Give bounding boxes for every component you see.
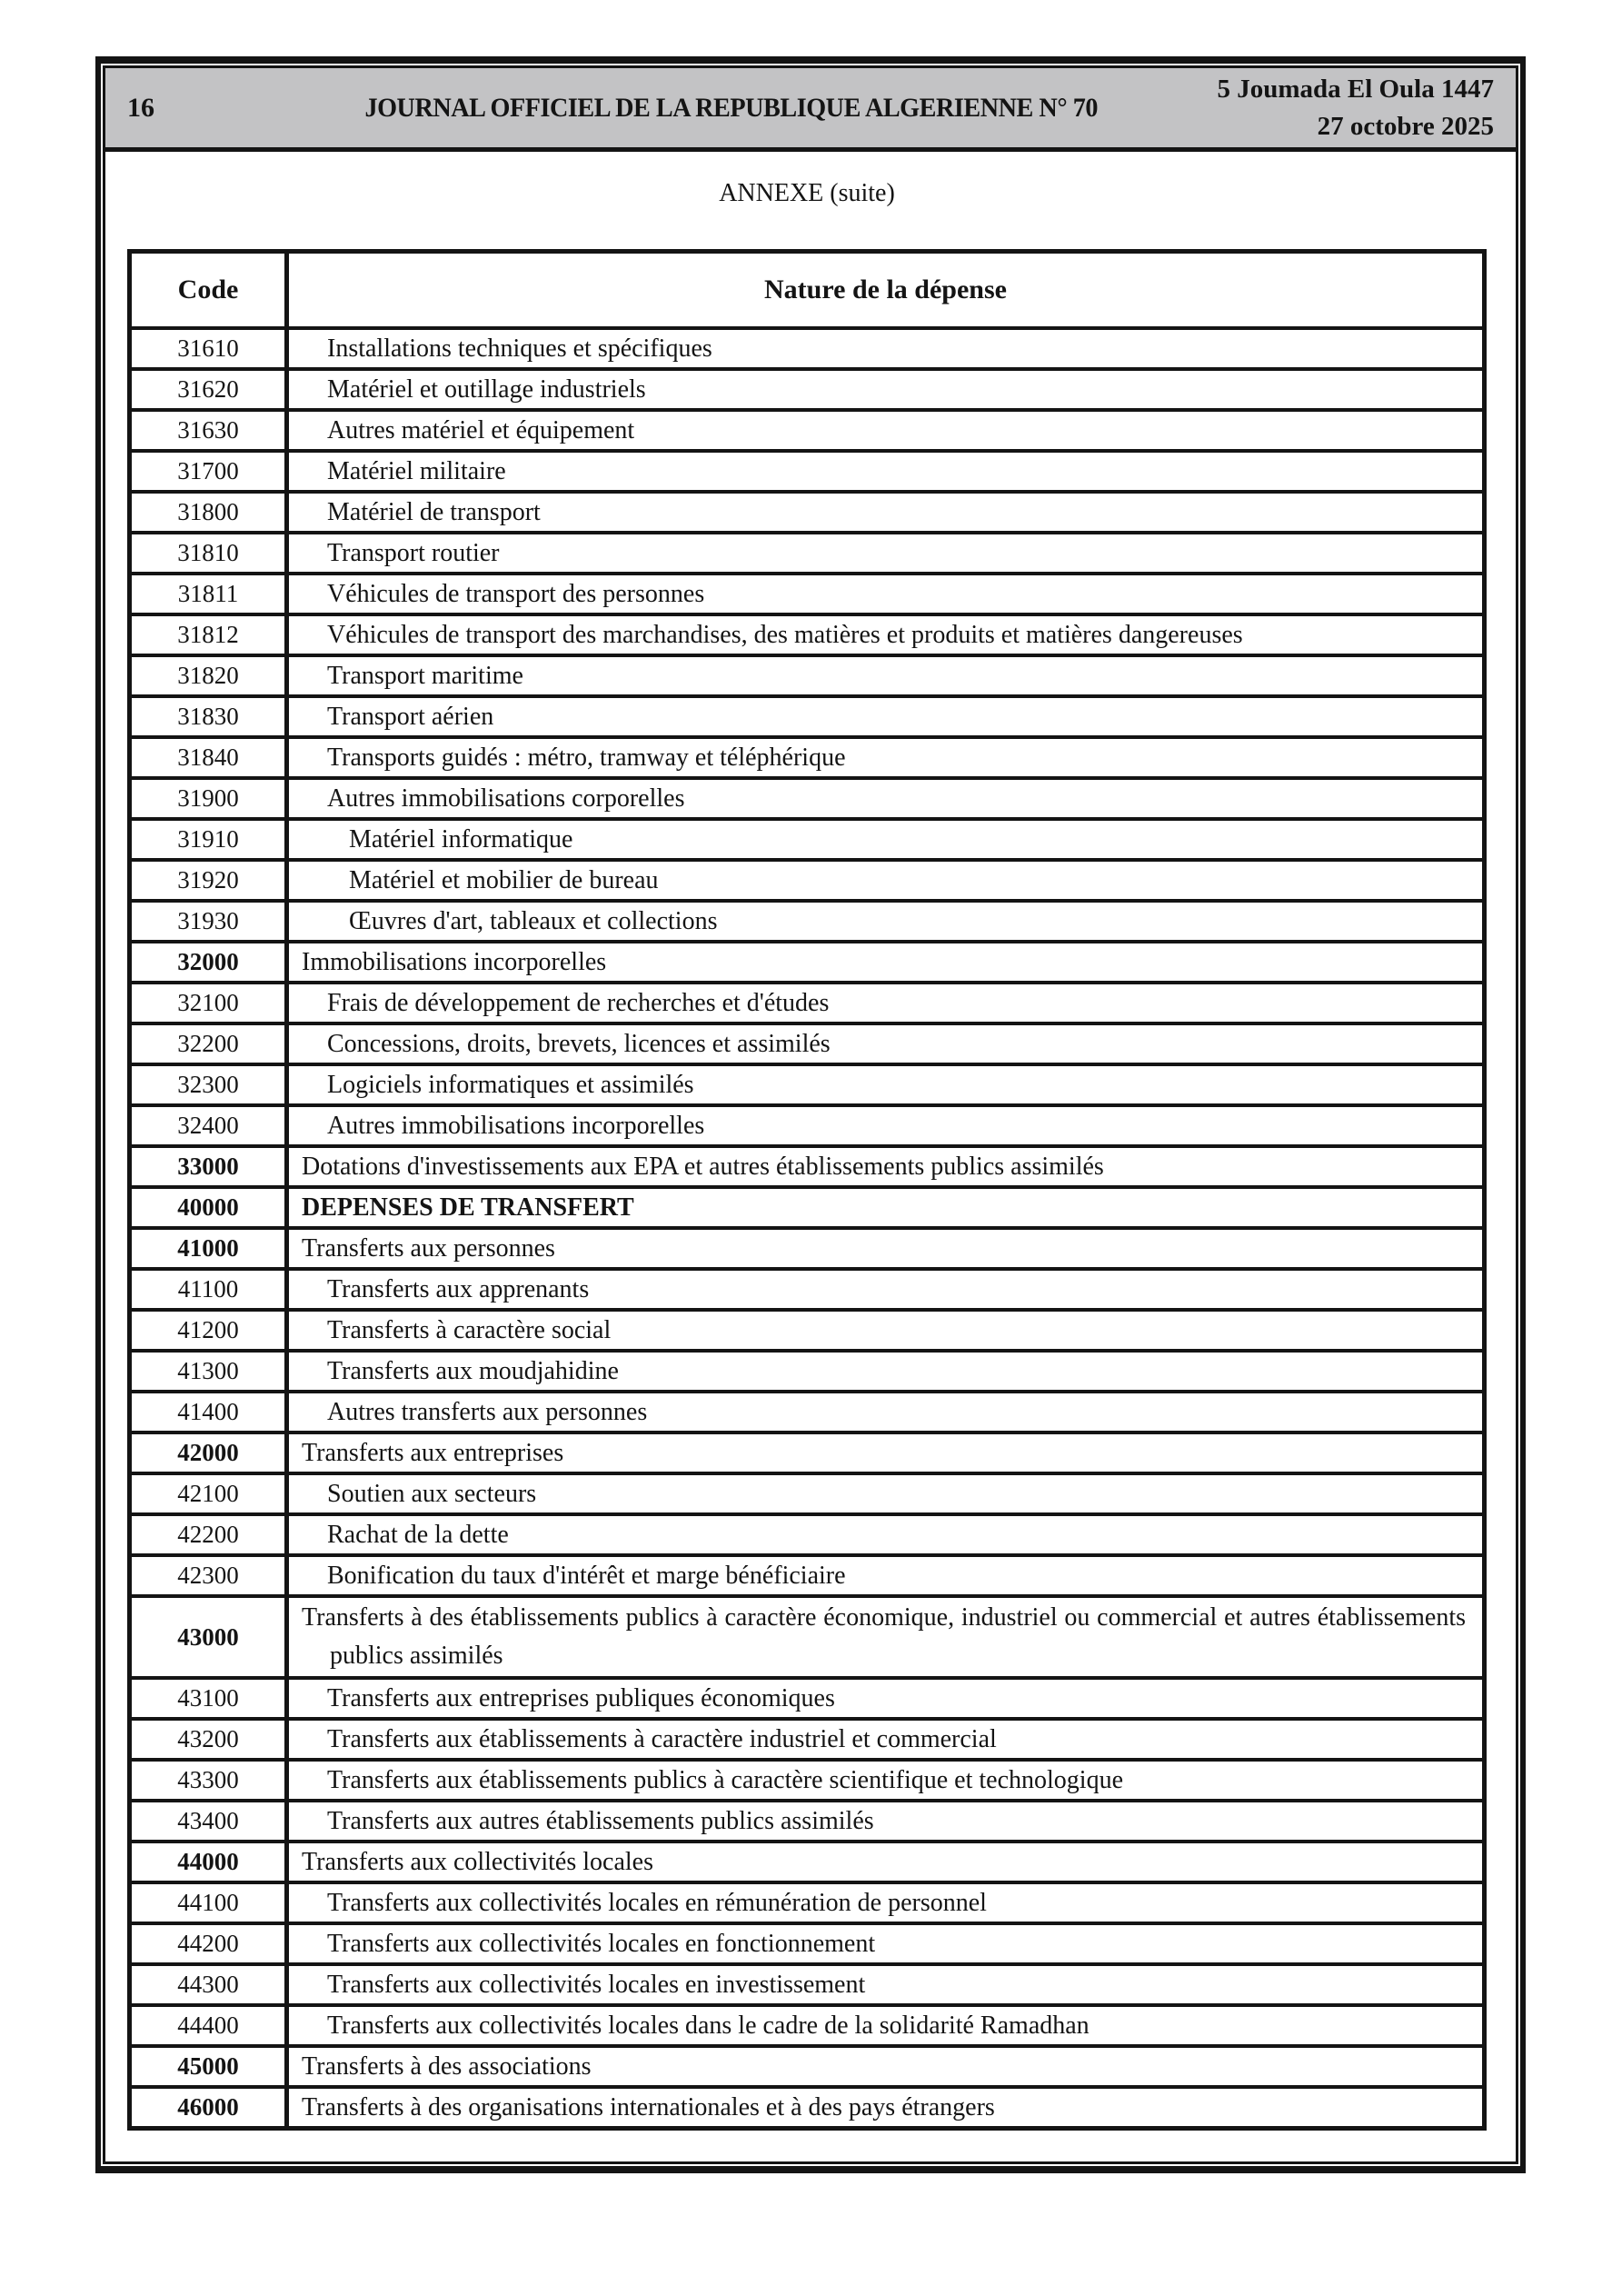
row-label bbox=[289, 616, 1482, 654]
row-label-text: Transferts aux collectivités locales bbox=[302, 1847, 653, 1876]
row-label-text: Matériel et mobilier de bureau bbox=[349, 865, 659, 894]
table-row bbox=[132, 899, 1482, 940]
row-label-text: Transferts à des établissements publics à caractère économique, industriel ou commercial et autres établissements publics assimilés bbox=[302, 1603, 1466, 1670]
row-label bbox=[289, 1762, 1482, 1799]
row-code: 44100 bbox=[132, 1884, 289, 1922]
row-label-text: Installations techniques et spécifiques bbox=[327, 334, 712, 363]
row-label bbox=[289, 412, 1482, 449]
row-label bbox=[289, 780, 1482, 817]
row-label bbox=[289, 453, 1482, 490]
row-label-text: Bonification du taux d'intérêt et marge bénéficiaire bbox=[327, 1561, 846, 1590]
row-label-text: Immobilisations incorporelles bbox=[302, 947, 607, 976]
table-row bbox=[132, 1022, 1482, 1063]
row-label bbox=[289, 1925, 1482, 1962]
expense-table bbox=[127, 249, 1487, 2131]
table-row bbox=[132, 1267, 1482, 1308]
row-code: 31830 bbox=[132, 698, 289, 735]
table-row bbox=[132, 940, 1482, 981]
row-label-text: Logiciels informatiques et assimilés bbox=[327, 1070, 694, 1099]
row-label bbox=[289, 1353, 1482, 1390]
row-label-text: Autres matériel et équipement bbox=[327, 415, 635, 444]
row-label-text: Véhicules de transport des personnes bbox=[327, 579, 705, 608]
row-label-text: Transferts aux entreprises bbox=[302, 1438, 564, 1467]
row-label-text: Transferts aux collectivités locales dans le cadre de la solidarité Ramadhan bbox=[327, 2011, 1090, 2040]
table-row bbox=[132, 531, 1482, 572]
table-row bbox=[132, 1103, 1482, 1144]
row-label bbox=[289, 1189, 1482, 1226]
row-code: 41300 bbox=[132, 1353, 289, 1390]
row-label-text: Matériel militaire bbox=[327, 456, 506, 485]
row-label bbox=[289, 1598, 1482, 1676]
row-label bbox=[289, 1148, 1482, 1185]
table-row bbox=[132, 2044, 1482, 2085]
row-code: 43300 bbox=[132, 1762, 289, 1799]
table-row bbox=[132, 1226, 1482, 1267]
row-code: 43000 bbox=[132, 1598, 289, 1676]
table-row bbox=[132, 1922, 1482, 1962]
row-label-text: Dotations d'investissements aux EPA et autres établissements publics assimilés bbox=[302, 1152, 1104, 1181]
row-label bbox=[289, 739, 1482, 776]
row-label bbox=[289, 534, 1482, 572]
row-label bbox=[289, 575, 1482, 613]
row-label bbox=[289, 903, 1482, 940]
row-label-text: Transferts aux personnes bbox=[302, 1233, 555, 1263]
row-code: 44300 bbox=[132, 1966, 289, 2003]
row-code: 31840 bbox=[132, 739, 289, 776]
table-row bbox=[132, 1881, 1482, 1922]
table-body bbox=[132, 326, 1482, 2126]
row-code: 41400 bbox=[132, 1393, 289, 1431]
row-label-text: Autres immobilisations corporelles bbox=[327, 784, 685, 813]
row-label-text: Transferts aux établissements à caractère industriel et commercial bbox=[327, 1724, 997, 1753]
row-code: 32300 bbox=[132, 1066, 289, 1103]
row-label-text: Transferts à des associations bbox=[302, 2051, 592, 2081]
row-label bbox=[289, 1271, 1482, 1308]
table-row bbox=[132, 1758, 1482, 1799]
table-row bbox=[132, 1472, 1482, 1512]
row-label bbox=[289, 1434, 1482, 1472]
row-label bbox=[289, 1107, 1482, 1144]
date-gregorian: 27 octobre 2025 bbox=[1317, 111, 1494, 141]
row-label-text: Matériel de transport bbox=[327, 497, 541, 526]
row-code: 31930 bbox=[132, 903, 289, 940]
page-outer-border bbox=[95, 56, 1526, 2173]
row-code: 33000 bbox=[132, 1148, 289, 1185]
row-code: 32000 bbox=[132, 943, 289, 981]
page-inner-border bbox=[103, 65, 1518, 2164]
row-code: 31700 bbox=[132, 453, 289, 490]
row-label bbox=[289, 698, 1482, 735]
row-label-text: Transferts aux moudjahidine bbox=[327, 1356, 619, 1385]
table-row bbox=[132, 1840, 1482, 1881]
row-label bbox=[289, 1843, 1482, 1881]
row-label bbox=[289, 2089, 1482, 2126]
row-label-text: Autres immobilisations incorporelles bbox=[327, 1111, 705, 1140]
table-row bbox=[132, 572, 1482, 613]
row-label bbox=[289, 1312, 1482, 1349]
table-row bbox=[132, 2085, 1482, 2126]
row-label-text: Frais de développement de recherches et d'études bbox=[327, 988, 830, 1017]
table-row bbox=[132, 1594, 1482, 1676]
row-label bbox=[289, 2048, 1482, 2085]
row-label bbox=[289, 494, 1482, 531]
row-code: 31812 bbox=[132, 616, 289, 654]
row-code: 31920 bbox=[132, 862, 289, 899]
table-row bbox=[132, 490, 1482, 531]
row-label bbox=[289, 1721, 1482, 1758]
row-label-text: Transferts aux apprenants bbox=[327, 1274, 590, 1303]
row-code: 44000 bbox=[132, 1843, 289, 1881]
masthead-band bbox=[105, 68, 1516, 152]
header-nature: Nature de la dépense bbox=[764, 275, 1007, 304]
table-row bbox=[132, 367, 1482, 408]
row-label bbox=[289, 1516, 1482, 1553]
table-row bbox=[132, 1512, 1482, 1553]
row-label bbox=[289, 821, 1482, 858]
row-label bbox=[289, 657, 1482, 694]
row-code: 40000 bbox=[132, 1189, 289, 1226]
issue-dates bbox=[1217, 71, 1494, 144]
row-code: 31820 bbox=[132, 657, 289, 694]
row-label-text: Transferts aux établissements publics à caractère scientifique et technologique bbox=[327, 1765, 1123, 1794]
row-code: 32200 bbox=[132, 1025, 289, 1063]
row-code: 31630 bbox=[132, 412, 289, 449]
row-label bbox=[289, 1557, 1482, 1594]
table-row bbox=[132, 981, 1482, 1022]
row-code: 31811 bbox=[132, 575, 289, 613]
row-code: 41200 bbox=[132, 1312, 289, 1349]
row-code: 31610 bbox=[132, 330, 289, 367]
table-row bbox=[132, 858, 1482, 899]
row-code: 42300 bbox=[132, 1557, 289, 1594]
row-code: 32400 bbox=[132, 1107, 289, 1144]
row-code: 42200 bbox=[132, 1516, 289, 1553]
row-label-text: Transport routier bbox=[327, 538, 500, 567]
table-row bbox=[132, 1676, 1482, 1717]
row-code: 45000 bbox=[132, 2048, 289, 2085]
row-label-text: Transferts aux collectivités locales en rémunération de personnel bbox=[327, 1888, 987, 1917]
row-code: 41000 bbox=[132, 1230, 289, 1267]
table-row bbox=[132, 654, 1482, 694]
table-row bbox=[132, 613, 1482, 654]
table-row bbox=[132, 694, 1482, 735]
table-row bbox=[132, 449, 1482, 490]
table-row bbox=[132, 817, 1482, 858]
row-label-text: Transferts aux collectivités locales en investissement bbox=[327, 1970, 866, 1999]
header-code: Code bbox=[132, 254, 289, 326]
row-label-text: Matériel et outillage industriels bbox=[327, 374, 646, 404]
row-code: 43400 bbox=[132, 1802, 289, 1840]
table-row bbox=[132, 408, 1482, 449]
row-label-text: DEPENSES DE TRANSFERT bbox=[302, 1193, 634, 1222]
table-row bbox=[132, 1962, 1482, 2003]
table-row bbox=[132, 1717, 1482, 1758]
date-hijri: 5 Joumada El Oula 1447 bbox=[1217, 75, 1494, 105]
row-code: 32100 bbox=[132, 984, 289, 1022]
row-label bbox=[289, 1475, 1482, 1512]
table-row bbox=[132, 1349, 1482, 1390]
table-row bbox=[132, 326, 1482, 367]
table-row bbox=[132, 1390, 1482, 1431]
row-label-text: Transferts aux autres établissements publics assimilés bbox=[327, 1806, 874, 1835]
row-label bbox=[289, 330, 1482, 367]
row-label-text: Transferts aux collectivités locales en fonctionnement bbox=[327, 1929, 876, 1958]
row-label-text: Transport aérien bbox=[327, 702, 494, 731]
row-code: 31910 bbox=[132, 821, 289, 858]
row-label-text: Œuvres d'art, tableaux et collections bbox=[349, 906, 718, 935]
table-row bbox=[132, 2003, 1482, 2044]
row-label bbox=[289, 1802, 1482, 1840]
row-label-text: Transferts à caractère social bbox=[327, 1315, 612, 1344]
row-code: 46000 bbox=[132, 2089, 289, 2126]
row-label bbox=[289, 984, 1482, 1022]
row-label-text: Transports guidés : métro, tramway et téléphérique bbox=[327, 743, 846, 772]
row-label bbox=[289, 943, 1482, 981]
row-label bbox=[289, 1230, 1482, 1267]
row-code: 42000 bbox=[132, 1434, 289, 1472]
row-label bbox=[289, 1884, 1482, 1922]
annexe-title: ANNEXE (suite) bbox=[719, 179, 895, 207]
table-header-row bbox=[132, 254, 1482, 326]
row-label-text: Autres transferts aux personnes bbox=[327, 1397, 648, 1426]
row-label bbox=[289, 2007, 1482, 2044]
row-code: 42100 bbox=[132, 1475, 289, 1512]
table-row bbox=[132, 735, 1482, 776]
row-label bbox=[289, 862, 1482, 899]
journal-title: JOURNAL OFFICIEL DE LA REPUBLIQUE ALGERIENNE N° 70 bbox=[364, 92, 1098, 123]
row-label-text: Véhicules de transport des marchandises, des matières et produits et matières dangereuses bbox=[327, 620, 1243, 649]
row-code: 43100 bbox=[132, 1680, 289, 1717]
row-label bbox=[289, 371, 1482, 408]
table-row bbox=[132, 1144, 1482, 1185]
row-label bbox=[289, 1066, 1482, 1103]
row-label bbox=[289, 1025, 1482, 1063]
row-label bbox=[289, 1966, 1482, 2003]
row-code: 41100 bbox=[132, 1271, 289, 1308]
row-code: 44400 bbox=[132, 2007, 289, 2044]
row-code: 31900 bbox=[132, 780, 289, 817]
row-code: 31800 bbox=[132, 494, 289, 531]
row-label-text: Transferts à des organisations internationales et à des pays étrangers bbox=[302, 2092, 995, 2121]
row-label-text: Transport maritime bbox=[327, 661, 523, 690]
row-label bbox=[289, 1680, 1482, 1717]
row-label-text: Rachat de la dette bbox=[327, 1520, 509, 1549]
row-label-text: Matériel informatique bbox=[349, 824, 573, 854]
row-label bbox=[289, 1393, 1482, 1431]
row-label-text: Transferts aux entreprises publiques économiques bbox=[327, 1683, 835, 1712]
table-row bbox=[132, 1799, 1482, 1840]
row-label-text: Concessions, droits, brevets, licences et assimilés bbox=[327, 1029, 831, 1058]
row-code: 31810 bbox=[132, 534, 289, 572]
table-row bbox=[132, 1063, 1482, 1103]
table-row bbox=[132, 776, 1482, 817]
row-label-text: Soutien aux secteurs bbox=[327, 1479, 537, 1508]
page-number: 16 bbox=[127, 92, 154, 123]
row-code: 44200 bbox=[132, 1925, 289, 1962]
row-code: 31620 bbox=[132, 371, 289, 408]
table-row bbox=[132, 1308, 1482, 1349]
row-code: 43200 bbox=[132, 1721, 289, 1758]
table-row bbox=[132, 1185, 1482, 1226]
table-row bbox=[132, 1553, 1482, 1594]
table-row bbox=[132, 1431, 1482, 1472]
